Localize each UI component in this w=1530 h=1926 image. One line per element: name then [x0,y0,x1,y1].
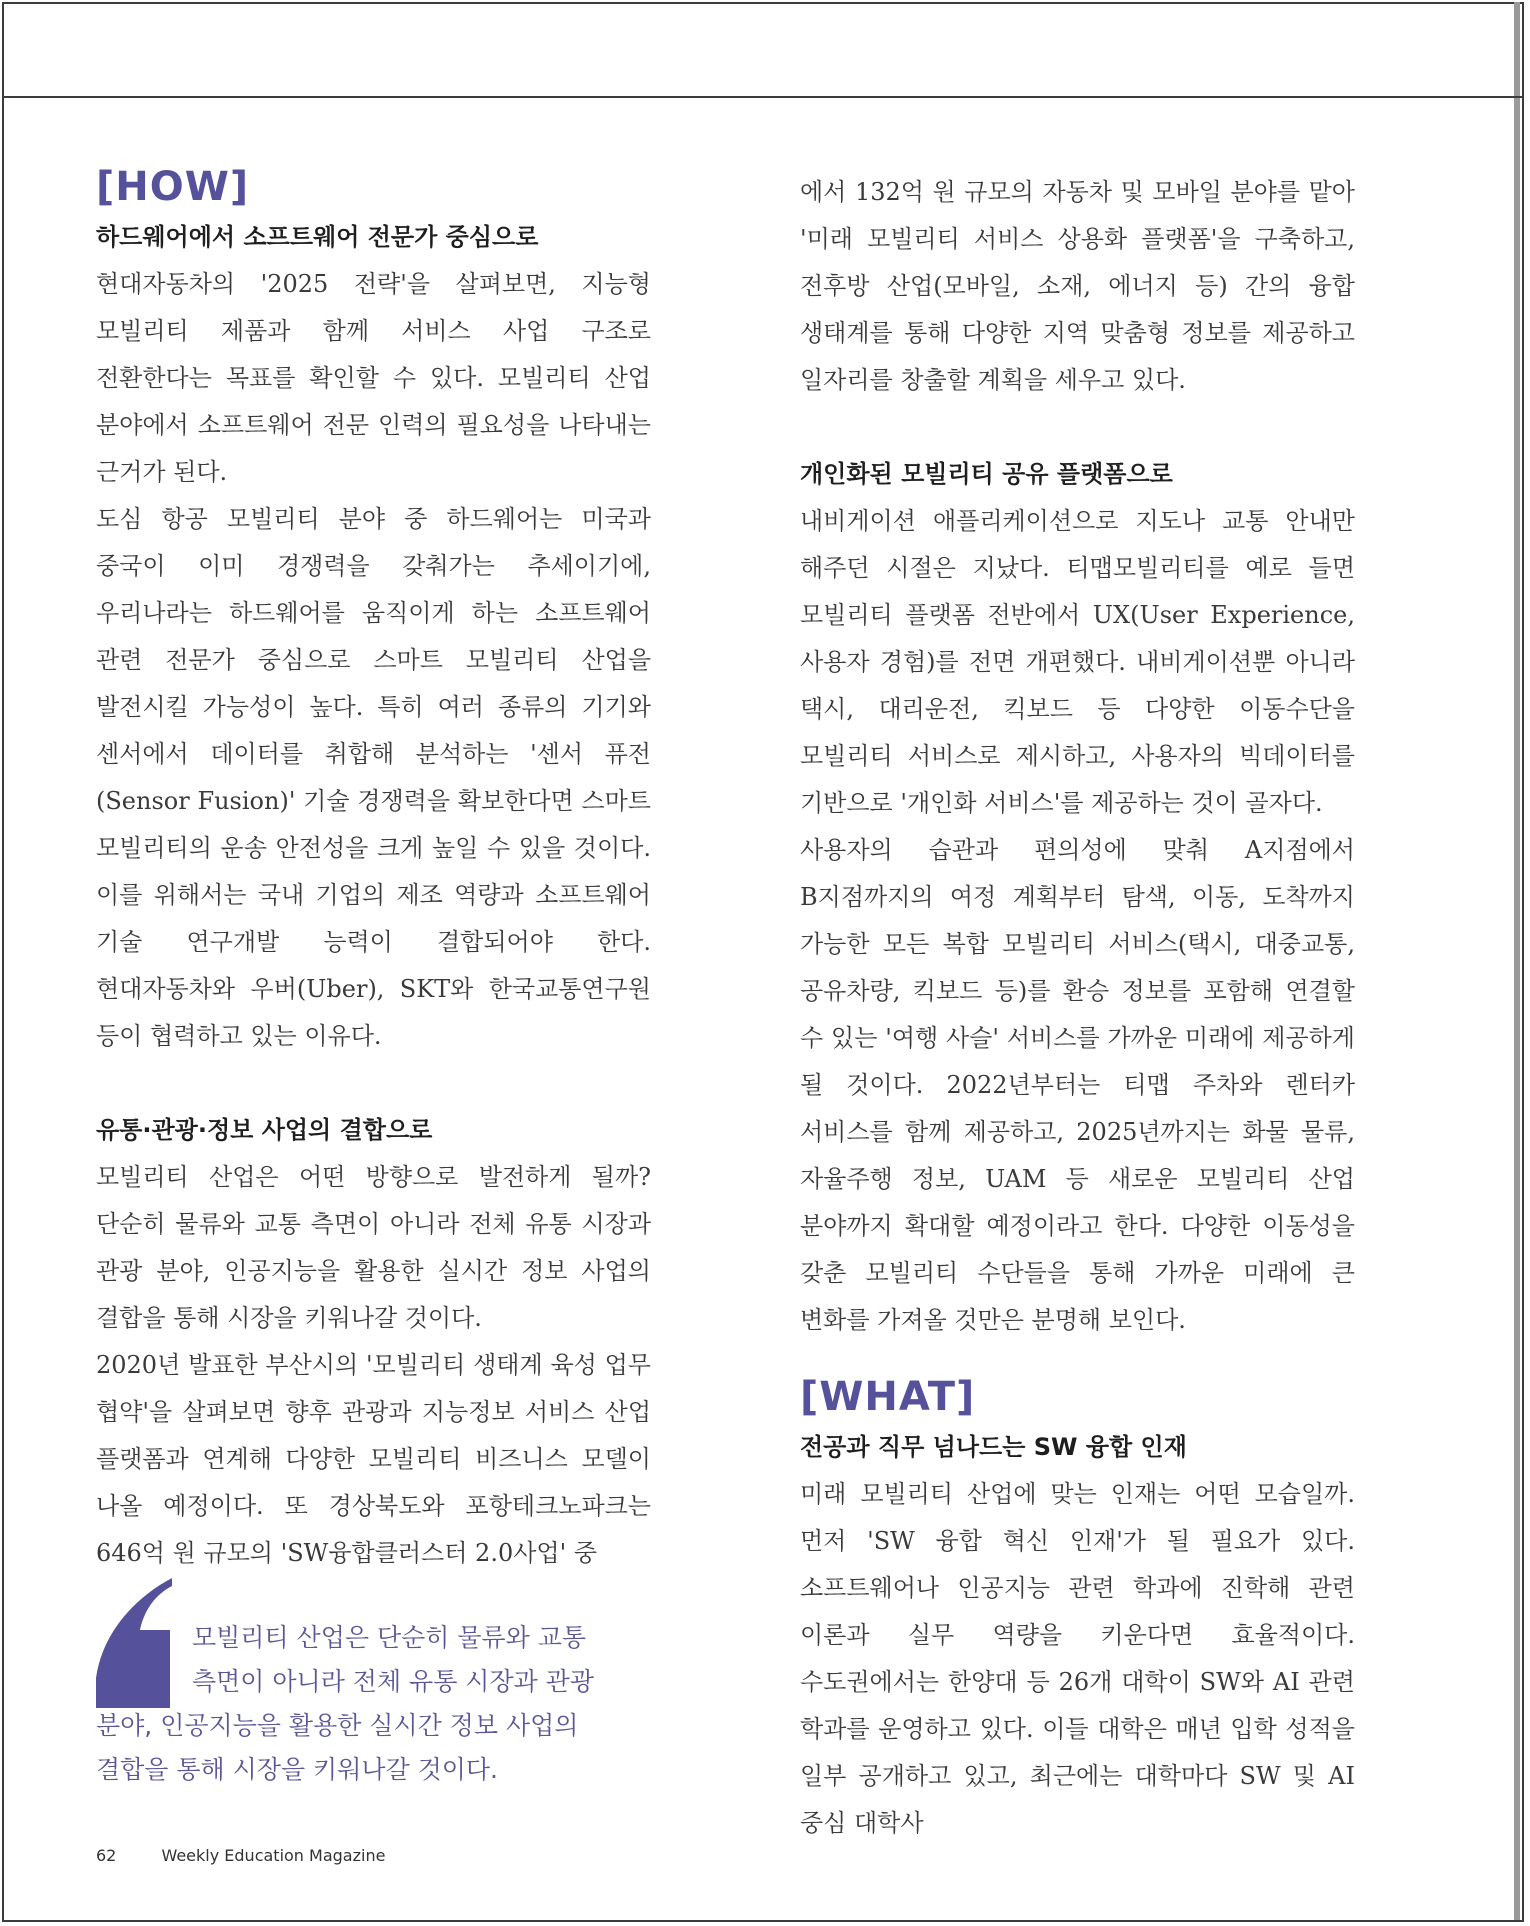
header-rule [2,96,1522,98]
pull-quote-line: 모빌리티 산업은 단순히 물류와 교통 [192,1623,587,1652]
paragraph: 내비게이션 애플리케이션으로 지도나 교통 안내만 해주던 시절은 지났다. 티맵모빌리티를 예로 들면 모빌리티 플랫폼 전반에서 UX(User Experience, 사용자 경험)를 전면 개편했다. 내비게이션뿐 아니라 택시, 대리운전, 킥보드 등 다양한 이동수단을 모빌리티 서비스로 제시하고, 사용자의 빅데이터를 기반으로 '개인화 서비스'를 제공하는 것이 골자다. [800,507,1355,817]
pull-quote-line: 측면이 아니라 전체 유통 시장과 관광 [192,1667,594,1696]
section-tag-what: [WHAT] [800,1374,976,1420]
paragraph: 2020년 발표한 부산시의 '모빌리티 생태계 육성 업무 협약'을 살펴보면 향후 관광과 지능정보 서비스 산업 플랫폼과 연계해 다양한 모빌리티 비즈니스 모델이 나올 예정이다. 또 경상북도와 포항테크노파크는 646억 원 규모의 'SW융합클러스터 2.0사업' 중 [96,1351,651,1567]
magazine-name: Weekly Education Magazine [161,1846,386,1865]
paragraph: 에서 132억 원 규모의 자동차 및 모바일 분야를 맡아 '미래 모빌리티 서비스 상용화 플랫폼'을 구축하고, 전후방 산업(모바일, 소재, 에너지 등) 간의 융합 생태계를 통해 다양한 지역 맞춤형 정보를 제공하고 일자리를 창출할 계획을 세우고 있다. [800,178,1355,394]
section-tag-how: [HOW] [96,164,250,210]
subheading-sw-convergence-talent: 전공과 직무 넘나드는 SW 융합 인재 [800,1433,1187,1461]
pull-quote [96,1578,666,1792]
page-footer [96,1846,385,1865]
subheading-hardware-to-software: 하드웨어에서 소프트웨어 전문가 중심으로 [96,223,539,251]
subheading-distribution-tourism-info: 유통·관광·정보 사업의 결합으로 [96,1116,433,1144]
page-edge-shadow [1514,2,1520,1920]
pull-quote-line: 분야, 인공지능을 활용한 실시간 정보 사업의 [96,1711,579,1740]
paragraph: 미래 모빌리티 산업에 맞는 인재는 어떤 모습일까. 먼저 'SW 융합 혁신 인재'가 될 필요가 있다. 소프트웨어나 인공지능 관련 학과에 진학해 관련 이론과 실무 역량을 키운다면 효율적이다. 수도권에서는 한양대 등 26개 대학이 SW와 AI 관련 학과를 운영하고 있다. 이들 대학은 매년 입학 성적을 일부 공개하고 있고, 최근에는 대학마다 SW 및 AI 중심 대학사 [800,1480,1355,1837]
pull-quote-text [96,1578,666,1792]
page-number: 62 [96,1846,117,1865]
pull-quote-line: 결합을 통해 시장을 키워나갈 것이다. [96,1755,498,1784]
paragraph: 도심 항공 모빌리티 분야 중 하드웨어는 미국과 중국이 이미 경쟁력을 갖춰가는 추세이기에, 우리나라는 하드웨어를 움직이게 하는 소프트웨어 관련 전문가 중심으로 스마트 모빌리티 산업을 발전시킬 가능성이 높다. 특히 여러 종류의 기기와 센서에서 데이터를 취합해 분석하는 '센서 퓨전(Sensor Fusion)' 기술 경쟁력을 확보한다면 스마트 모빌리티의 운송 안전성을 크게 높일 수 있을 것이다. 이를 위해서는 국내 기업의 제조 역량과 소프트웨어 기술 연구개발 능력이 결합되어야 한다. 현대자동차와 우버(Uber), SKT와 한국교통연구원 등이 협력하고 있는 이유다. [96,505,651,1050]
paragraph: 모빌리티 산업은 어떤 방향으로 발전하게 될까? 단순히 물류와 교통 측면이 아니라 전체 유통 시장과 관광 분야, 인공지능을 활용한 실시간 정보 사업의 결합을 통해 시장을 키워나갈 것이다. [96,1163,651,1332]
subheading-personalized-platform: 개인화된 모빌리티 공유 플랫폼으로 [800,460,1173,488]
paragraph: 현대자동차의 '2025 전략'을 살펴보면, 지능형 모빌리티 제품과 함께 서비스 사업 구조로 전환한다는 목표를 확인할 수 있다. 모빌리티 산업 분야에서 소프트웨어 전문 인력의 필요성을 나타내는 근거가 된다. [96,270,651,486]
quote-mark-icon [96,1578,176,1708]
paragraph: 사용자의 습관과 편의성에 맞춰 A지점에서 B지점까지의 여정 계획부터 탐색, 이동, 도착까지 가능한 모든 복합 모빌리티 서비스(택시, 대중교통, 공유차량, 킥보드 등)를 환승 정보를 포함해 연결할 수 있는 '여행 사슬' 서비스를 가까운 미래에 제공하게 될 것이다. 2022년부터는 티맵 주차와 렌터카 서비스를 함께 제공하고, 2025년까지는 화물 물류, 자율주행 정보, UAM 등 새로운 모빌리티 산업 분야까지 확대할 예정이라고 한다. 다양한 이동성을 갖춘 모빌리티 수단들을 통해 가까운 미래에 큰 변화를 가져올 것만은 분명해 보인다. [800,836,1355,1334]
left-column [96,160,651,1577]
right-column [800,169,1355,1847]
